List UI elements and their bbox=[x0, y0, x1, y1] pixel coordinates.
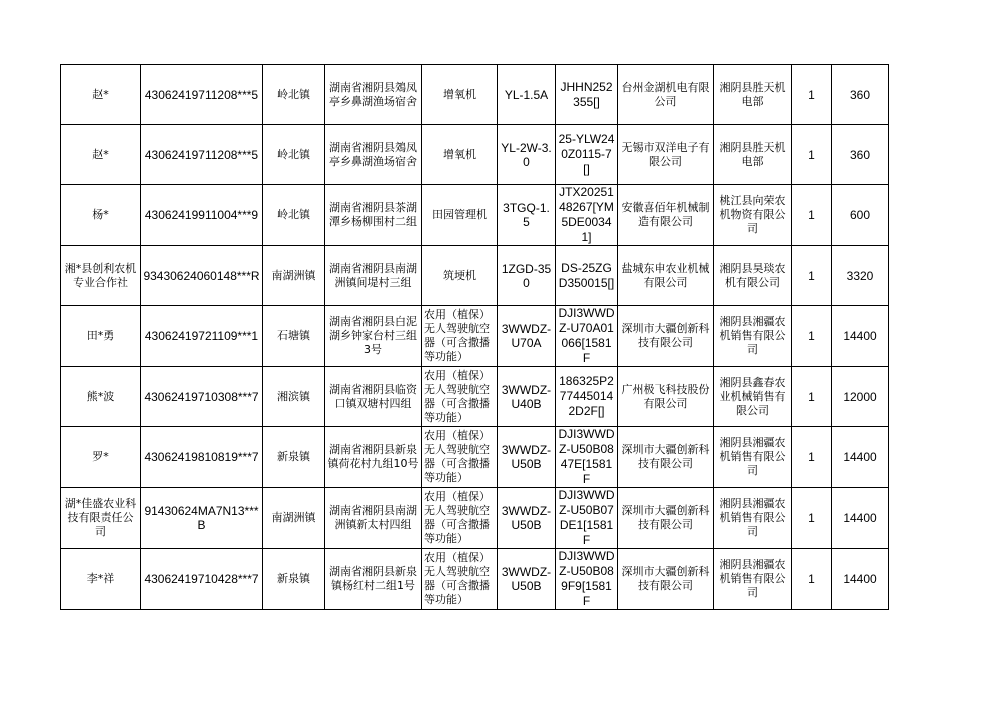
cell-serial-number: DJI3WWDZ-U50B089F9[1581F bbox=[556, 549, 618, 610]
cell-applicant-name: 湖*佳盛农业科技有限责任公司 bbox=[61, 488, 141, 549]
cell-manufacturer: 深圳市大疆创新科技有限公司 bbox=[618, 306, 714, 367]
cell-id-number: 43062419711208***5 bbox=[141, 125, 263, 185]
cell-manufacturer: 安徽喜佰年机械制造有限公司 bbox=[618, 185, 714, 246]
cell-quantity: 1 bbox=[792, 427, 832, 488]
cell-address: 湖南省湘阴县新泉镇荷花村九组10号 bbox=[325, 427, 422, 488]
cell-subsidy-amount: 14400 bbox=[832, 488, 889, 549]
subsidy-table bbox=[60, 64, 889, 610]
cell-serial-number: DJI3WWDZ-U50B0847E[1581F bbox=[556, 427, 618, 488]
cell-seller: 湘阴县昊琰农机有限公司 bbox=[714, 246, 792, 306]
cell-applicant-name: 湘*县创利农机专业合作社 bbox=[61, 246, 141, 306]
cell-subsidy-amount: 14400 bbox=[832, 427, 889, 488]
cell-seller: 湘阴县胜天机电部 bbox=[714, 125, 792, 185]
cell-machine-type: 农用（植保）无人驾驶航空器（可含撒播等功能） bbox=[422, 306, 498, 367]
cell-machine-type: 农用（植保）无人驾驶航空器（可含撒播等功能） bbox=[422, 488, 498, 549]
cell-seller: 湘阴县鑫春农业机械销售有限公司 bbox=[714, 367, 792, 427]
cell-seller: 湘阴县湘疆农机销售有限公司 bbox=[714, 427, 792, 488]
cell-manufacturer: 深圳市大疆创新科技有限公司 bbox=[618, 488, 714, 549]
cell-machine-type: 田园管理机 bbox=[422, 185, 498, 246]
cell-applicant-name: 罗* bbox=[61, 427, 141, 488]
cell-id-number: 43062419721109***1 bbox=[141, 306, 263, 367]
cell-model: 1ZGD-350 bbox=[498, 246, 556, 306]
cell-address: 湖南省湘阴县鵁凤亭乡鼻湖渔场宿舍 bbox=[325, 125, 422, 185]
cell-quantity: 1 bbox=[792, 185, 832, 246]
cell-serial-number: 25-YLW240Z0115-7[] bbox=[556, 125, 618, 185]
cell-quantity: 1 bbox=[792, 246, 832, 306]
cell-model: 3TGQ-1.5 bbox=[498, 185, 556, 246]
cell-address: 湖南省湘阴县新泉镇杨红村二组1号 bbox=[325, 549, 422, 610]
cell-applicant-name: 赵* bbox=[61, 125, 141, 185]
cell-subsidy-amount: 14400 bbox=[832, 306, 889, 367]
cell-id-number: 91430624MA7N13***B bbox=[141, 488, 263, 549]
cell-machine-type: 农用（植保）无人驾驶航空器（可含撒播等功能） bbox=[422, 549, 498, 610]
cell-model: 3WWDZ-U40B bbox=[498, 367, 556, 427]
table-row bbox=[61, 488, 889, 549]
cell-subsidy-amount: 360 bbox=[832, 125, 889, 185]
cell-model: 3WWDZ-U50B bbox=[498, 488, 556, 549]
table-row bbox=[61, 306, 889, 367]
cell-seller: 湘阴县胜天机电部 bbox=[714, 65, 792, 125]
cell-id-number: 43062419710428***7 bbox=[141, 549, 263, 610]
cell-seller: 湘阴县湘疆农机销售有限公司 bbox=[714, 306, 792, 367]
cell-quantity: 1 bbox=[792, 65, 832, 125]
table-row bbox=[61, 427, 889, 488]
cell-town: 岭北镇 bbox=[263, 185, 325, 246]
cell-address: 湖南省湘阴县南湖洲镇间堤村三组 bbox=[325, 246, 422, 306]
cell-address: 湖南省湘阴县鵁凤亭乡鼻湖渔场宿舍 bbox=[325, 65, 422, 125]
cell-seller: 湘阴县湘疆农机销售有限公司 bbox=[714, 549, 792, 610]
cell-subsidy-amount: 12000 bbox=[832, 367, 889, 427]
table-row bbox=[61, 246, 889, 306]
cell-machine-type: 增氧机 bbox=[422, 65, 498, 125]
cell-machine-type: 农用（植保）无人驾驶航空器（可含撒播等功能） bbox=[422, 367, 498, 427]
cell-model: 3WWDZ-U50B bbox=[498, 427, 556, 488]
cell-model: 3WWDZ-U50B bbox=[498, 549, 556, 610]
cell-manufacturer: 无锡市双洋电子有限公司 bbox=[618, 125, 714, 185]
cell-quantity: 1 bbox=[792, 367, 832, 427]
cell-model: YL-1.5A bbox=[498, 65, 556, 125]
cell-seller: 湘阴县湘疆农机销售有限公司 bbox=[714, 488, 792, 549]
cell-address: 湖南省湘阴县茶湖潭乡杨柳围村二组 bbox=[325, 185, 422, 246]
table-row bbox=[61, 549, 889, 610]
table-row bbox=[61, 185, 889, 246]
cell-town: 湘滨镇 bbox=[263, 367, 325, 427]
cell-manufacturer: 广州极飞科技股份有限公司 bbox=[618, 367, 714, 427]
cell-quantity: 1 bbox=[792, 125, 832, 185]
cell-manufacturer: 深圳市大疆创新科技有限公司 bbox=[618, 427, 714, 488]
cell-manufacturer: 深圳市大疆创新科技有限公司 bbox=[618, 549, 714, 610]
cell-town: 岭北镇 bbox=[263, 65, 325, 125]
cell-manufacturer: 盐城东申农业机械有限公司 bbox=[618, 246, 714, 306]
cell-id-number: 43062419710308***7 bbox=[141, 367, 263, 427]
cell-machine-type: 增氧机 bbox=[422, 125, 498, 185]
cell-applicant-name: 熊*波 bbox=[61, 367, 141, 427]
cell-serial-number: DJI3WWDZ-U50B07DE1[1581F bbox=[556, 488, 618, 549]
cell-address: 湖南省湘阴县白泥湖乡钟家台村三组3号 bbox=[325, 306, 422, 367]
table-body bbox=[61, 65, 889, 610]
cell-model: YL-2W-3.0 bbox=[498, 125, 556, 185]
cell-serial-number: DJI3WWDZ-U70A01066[1581F bbox=[556, 306, 618, 367]
cell-applicant-name: 田*勇 bbox=[61, 306, 141, 367]
cell-subsidy-amount: 3320 bbox=[832, 246, 889, 306]
cell-town: 新泉镇 bbox=[263, 549, 325, 610]
cell-serial-number: 186325P277445014 2D2F[] bbox=[556, 367, 618, 427]
cell-town: 南湖洲镇 bbox=[263, 488, 325, 549]
cell-id-number: 43062419810819***7 bbox=[141, 427, 263, 488]
cell-model: 3WWDZ-U70A bbox=[498, 306, 556, 367]
cell-applicant-name: 杨* bbox=[61, 185, 141, 246]
cell-applicant-name: 赵* bbox=[61, 65, 141, 125]
cell-quantity: 1 bbox=[792, 306, 832, 367]
cell-seller: 桃江县向荣农机物资有限公司 bbox=[714, 185, 792, 246]
cell-town: 岭北镇 bbox=[263, 125, 325, 185]
cell-address: 湖南省湘阴县临资口镇双塘村四组 bbox=[325, 367, 422, 427]
cell-id-number: 43062419911004***9 bbox=[141, 185, 263, 246]
cell-subsidy-amount: 360 bbox=[832, 65, 889, 125]
cell-quantity: 1 bbox=[792, 488, 832, 549]
cell-serial-number: JHHN252355[] bbox=[556, 65, 618, 125]
cell-quantity: 1 bbox=[792, 549, 832, 610]
cell-subsidy-amount: 600 bbox=[832, 185, 889, 246]
cell-town: 南湖洲镇 bbox=[263, 246, 325, 306]
cell-machine-type: 筑埂机 bbox=[422, 246, 498, 306]
cell-serial-number: JTX2025148267[YM5DE00341] bbox=[556, 185, 618, 246]
cell-town: 新泉镇 bbox=[263, 427, 325, 488]
cell-subsidy-amount: 14400 bbox=[832, 549, 889, 610]
cell-id-number: 93430624060148***R bbox=[141, 246, 263, 306]
cell-id-number: 43062419711208***5 bbox=[141, 65, 263, 125]
cell-town: 石塘镇 bbox=[263, 306, 325, 367]
cell-manufacturer: 台州金湖机电有限公司 bbox=[618, 65, 714, 125]
table-row bbox=[61, 125, 889, 185]
cell-machine-type: 农用（植保）无人驾驶航空器（可含撒播等功能） bbox=[422, 427, 498, 488]
cell-applicant-name: 李*祥 bbox=[61, 549, 141, 610]
cell-address: 湖南省湘阴县南湖洲镇新太村四组 bbox=[325, 488, 422, 549]
table-row bbox=[61, 367, 889, 427]
table-row bbox=[61, 65, 889, 125]
cell-serial-number: DS-25ZGD350015[] bbox=[556, 246, 618, 306]
